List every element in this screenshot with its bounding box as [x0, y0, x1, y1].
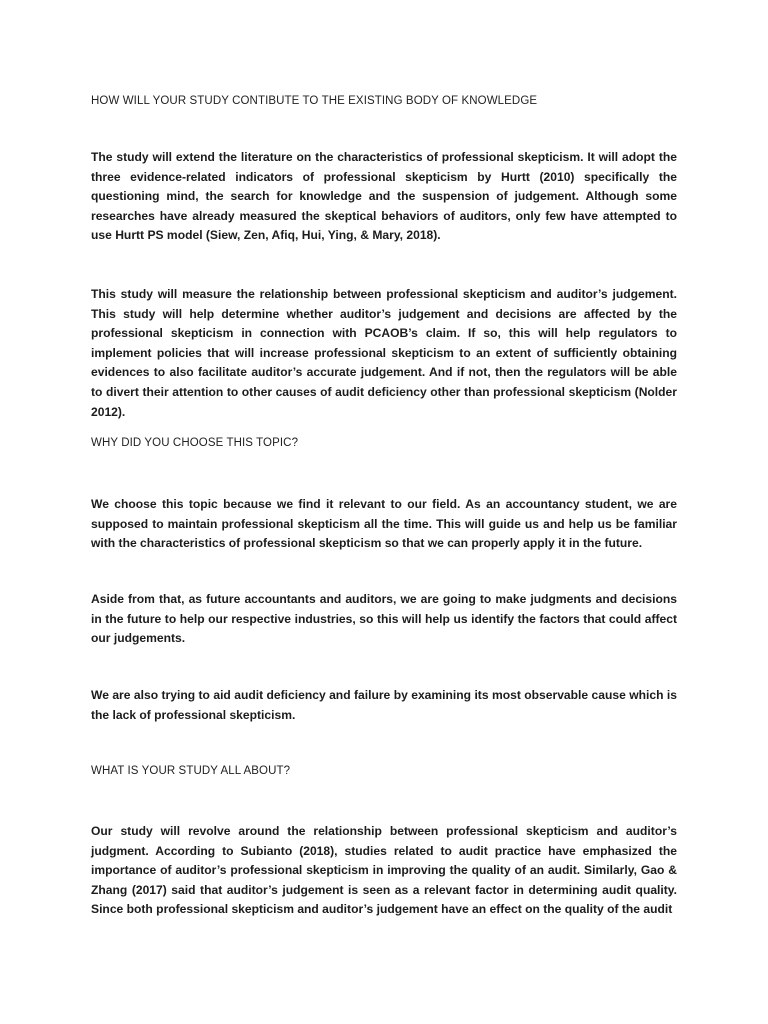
paragraph-measure-relationship: This study will measure the relationship between professional skepticism and auditor’s judgement. This study will help determine whether auditor’s judgement and decisions are affected by the professional skepticism in connection with PCAOB’s claim. If so, this will help regulators to implement policies that will increase professional skepticism to an extent of sufficiently obtaining evidences to also facilitate auditor’s accurate judgement. And if not, then the regulators will be able to divert their attention to other causes of audit deficiency other than professional skepticism (Nolder 2012).: [91, 287, 677, 419]
paragraph-audit-deficiency: We are also trying to aid audit deficiency and failure by examining its most observable cause which is the lack of professional skepticism.: [91, 688, 677, 722]
paragraph-extend-literature: The study will extend the literature on the characteristics of professional skepticism. It will adopt the three evidence-related indicators of professional skepticism by Hurtt (2010) specifically the questioning mind, the search for knowledge and the suspension of judgement. Although some researches have already measured the skeptical behaviors of auditors, only few have attempted to use Hurtt PS model (Siew, Zen, Afiq, Hui, Ying, & Mary, 2018).: [91, 150, 677, 243]
section-heading-study-about: WHAT IS YOUR STUDY ALL ABOUT?: [91, 765, 291, 777]
paragraph-relevant-field: We choose this topic because we find it relevant to our field. As an accountancy student, we are supposed to maintain professional skepticism all the time. This will guide us and help us be familiar with the characteristics of professional skepticism so that we can properly apply it in the future.: [91, 497, 677, 551]
section-heading-why-topic: WHY DID YOU CHOOSE THIS TOPIC?: [91, 437, 299, 449]
section-heading-contribution: HOW WILL YOUR STUDY CONTIBUTE TO THE EXISTING BODY OF KNOWLEDGE: [91, 95, 538, 107]
paragraph-study-revolve: Our study will revolve around the relationship between professional skepticism and auditor’s judgment. According to Subianto (2018), studies related to audit practice have emphasized the importance of auditor’s professional skepticism in improving the quality of an audit. Similarly, Gao & Zhang (2017) said that auditor’s judgement is seen as a relevant factor in determining audit quality. Since both professional skepticism and auditor’s judgement have an effect on the quality of the audit: [91, 824, 677, 917]
paragraph-future-accountants: Aside from that, as future accountants and auditors, we are going to make judgments and decisions in the future to help our respective industries, so this will help us identify the factors that could affect our judgements.: [91, 592, 677, 646]
